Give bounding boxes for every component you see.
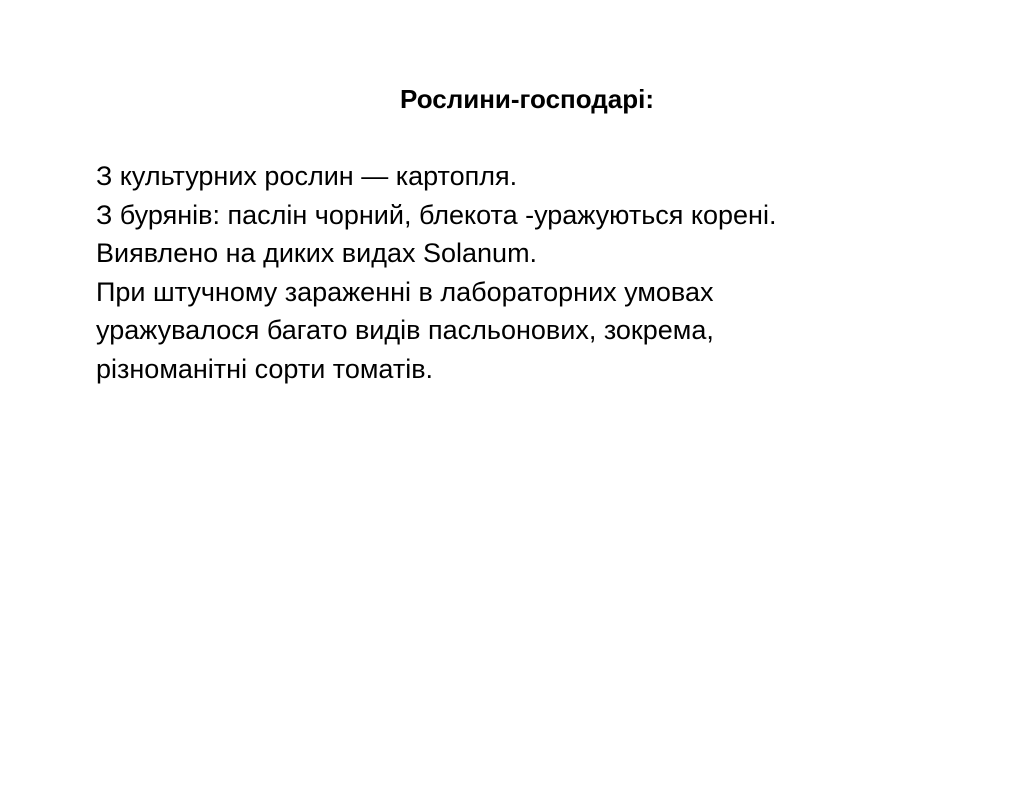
slide-body (96, 157, 976, 388)
body-line-artificial-infection: При штучному зараженні в лабораторних умовах (96, 276, 714, 307)
body-line-tomato-varieties: різноманітні сорти томатів. (96, 353, 434, 384)
slide-title: Рослини-господарі: (400, 84, 654, 114)
body-line-wild-solanum: Виявлено на диких видах Solanum. (96, 238, 538, 268)
body-line-weed-hosts: З бурянів: паслін чорний, блекота -уражуються корені. (96, 199, 777, 230)
body-line-nightshade-species: уражувалося багато видів пасльонових, зокрема, (96, 315, 714, 345)
body-line-cultivated-hosts: З культурних рослин — картопля. (96, 161, 518, 191)
